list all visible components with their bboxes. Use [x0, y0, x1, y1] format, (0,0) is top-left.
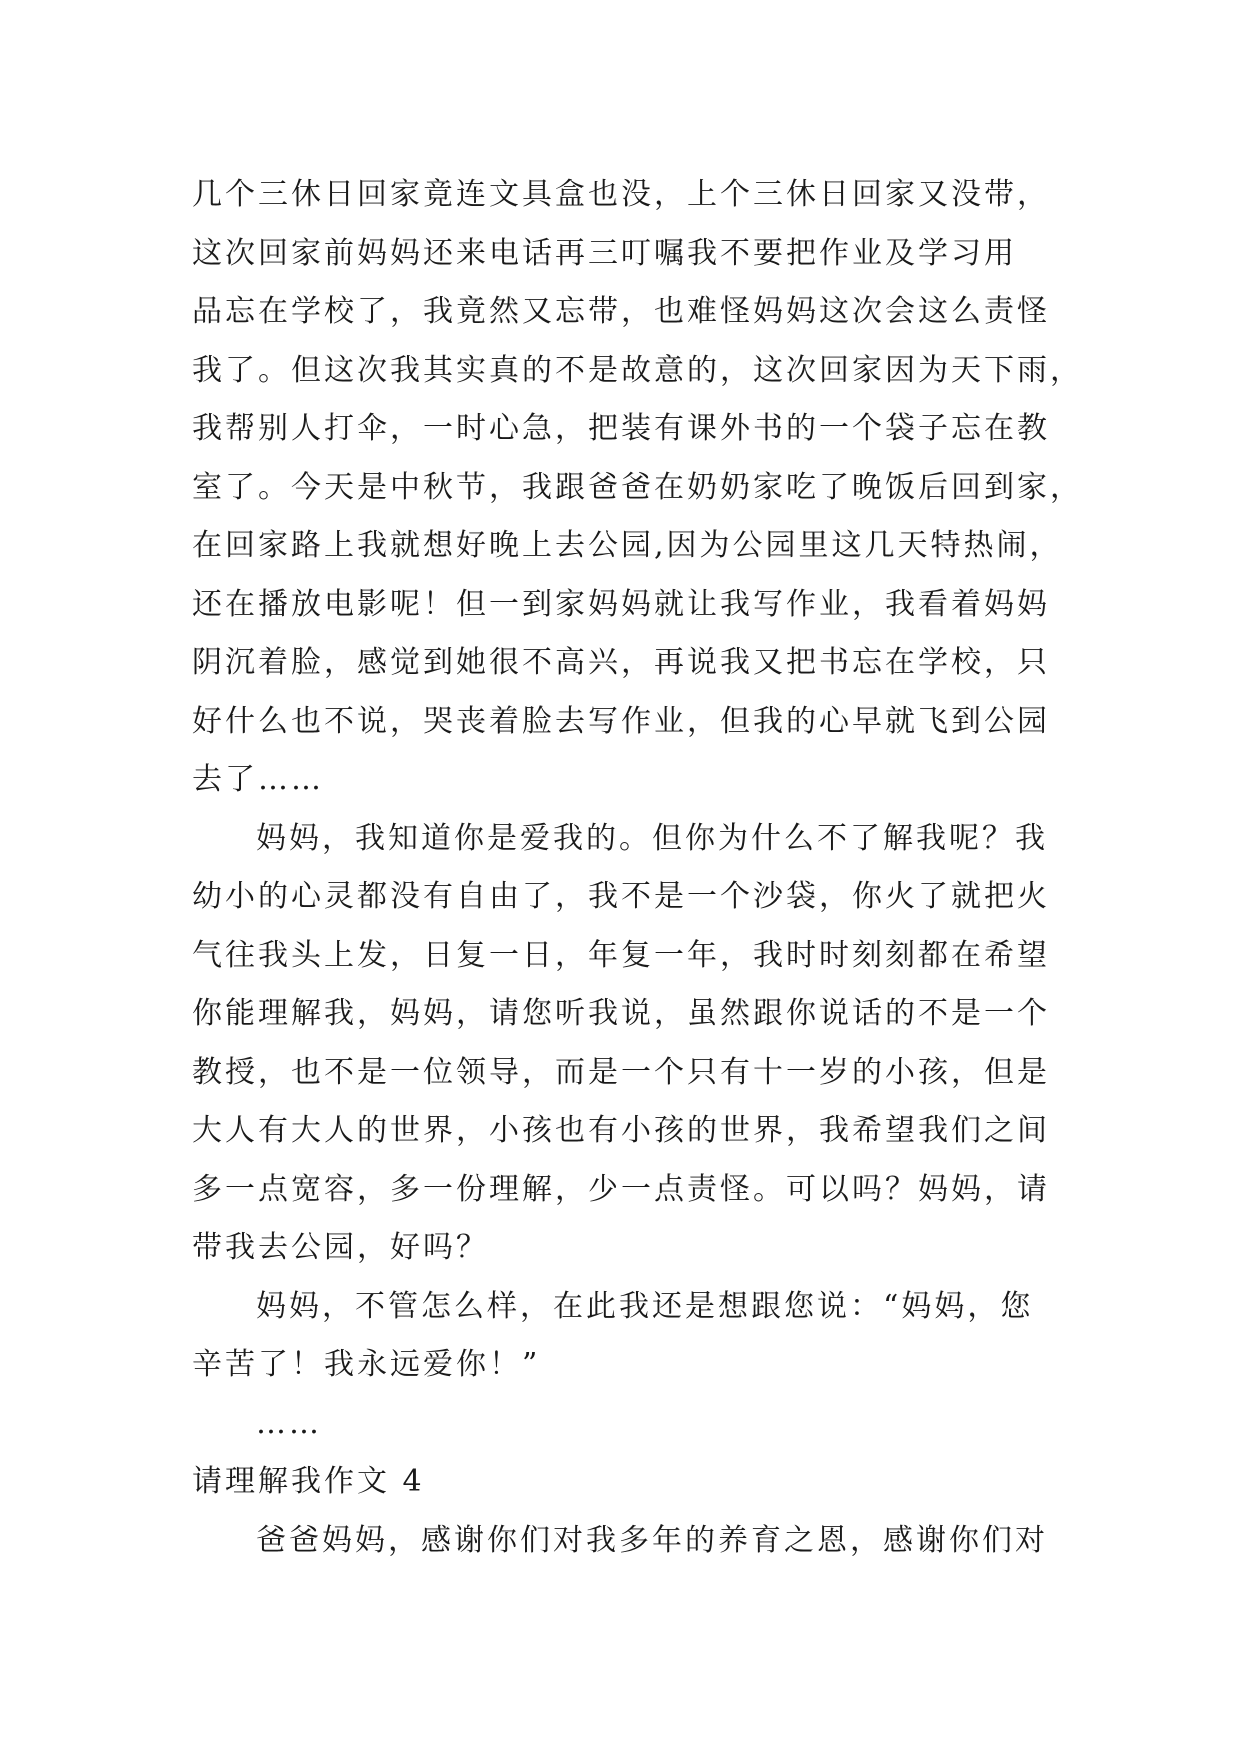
paragraph-start-line: 妈妈，我知道你是爱我的。但你为什么不了解我呢？我 — [256, 820, 1048, 856]
ellipsis-line: …… — [256, 1405, 322, 1441]
text-line: 多一点宽容，多一份理解，少一点责怪。可以吗？妈妈，请 — [192, 1171, 1050, 1207]
text-line: 去了…… — [192, 762, 324, 797]
text-line: 室了。今天是中秋节，我跟爸爸在奶奶家吃了晚饭后回到家， — [192, 469, 1083, 505]
text-line: 这次回家前妈妈还来电话再三叮嘱我不要把作业及学习用 — [192, 235, 1017, 271]
section-heading: 请理解我作文 4 — [192, 1464, 425, 1499]
text-line: 幼小的心灵都没有自由了，我不是一个沙袋，你火了就把火 — [192, 879, 1050, 914]
text-line: 大人有大人的世界，小孩也有小孩的世界，我希望我们之间 — [192, 1113, 1050, 1148]
text-line: 我了。但这次我其实真的不是故意的，这次回家因为天下雨， — [192, 352, 1083, 388]
text-line: 辛苦了！我永远爱你！” — [192, 1347, 541, 1382]
text-line: 阴沉着脸，感觉到她很不高兴，再说我又把书忘在学校，只 — [192, 645, 1050, 680]
text-line: 好什么也不说，哭丧着脸去写作业，但我的心早就飞到公园 — [192, 703, 1050, 739]
text-line: 带我去公园，好吗？ — [192, 1230, 489, 1265]
text-line: 教授，也不是一位领导，而是一个只有十一岁的小孩，但是 — [192, 1054, 1050, 1090]
essay-body — [192, 166, 1083, 1570]
text-line: 品忘在学校了，我竟然又忘带，也难怪妈妈这次会这么责怪 — [192, 294, 1050, 329]
text-line: 还在播放电影呢！但一到家妈妈就让我写作业，我看着妈妈 — [192, 586, 1050, 622]
text-line: 我帮别人打伞，一时心急，把装有课外书的一个袋子忘在教 — [192, 411, 1050, 446]
paragraph-start-line: 爸爸妈妈，感谢你们对我多年的养育之恩，感谢你们对 — [256, 1522, 1048, 1558]
text-line: 你能理解我，妈妈，请您听我说，虽然跟你说话的不是一个 — [192, 996, 1050, 1031]
text-line: 几个三休日回家竟连文具盒也没，上个三休日回家又没带， — [192, 177, 1050, 212]
text-line: 在回家路上我就想好晚上去公园,因为公园里这几天特热闹， — [192, 528, 1063, 563]
text-line: 气往我头上发，日复一日，年复一年，我时时刻刻都在希望 — [192, 937, 1050, 973]
paragraph-start-line: 妈妈，不管怎么样，在此我还是想跟您说：“妈妈，您 — [256, 1288, 1034, 1324]
